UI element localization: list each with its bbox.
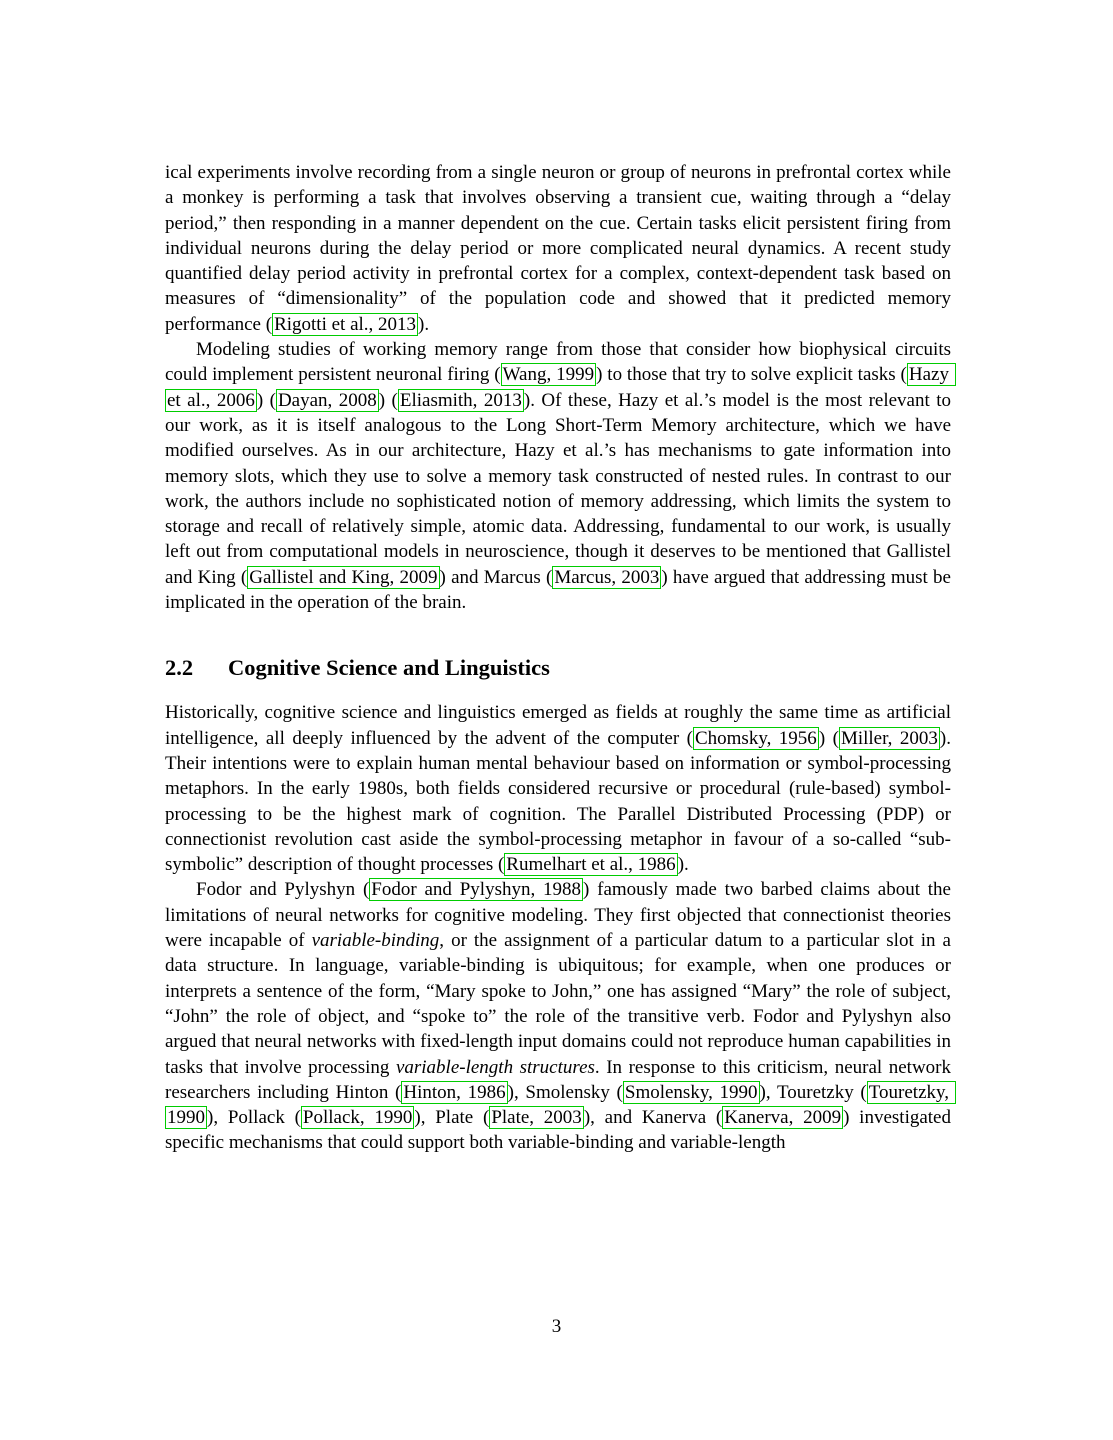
- text-run: ) have argued that addressing must be implicated in the operation of the brain.: [165, 566, 956, 614]
- citation-link[interactable]: Eliasmith, 2013: [399, 389, 522, 411]
- text-run: ical experiments involve recording from a single neuron or group of neurons in prefrontal cortex while a monkey is performing a task that involves observing a transient cue, waiting through a “delay period,” then responding in a manner dependent on the cue. Certain tasks elicit persistent firing from individual neurons during the delay period or more complicated neural dynamics. A recent study quantified delay period activity in prefrontal cortex for a complex, context-dependent task based on measures of “dimensionality” of the population code and showed that it predicted memory performance (: [165, 162, 956, 335]
- paragraph-2: [165, 337, 956, 615]
- text-run: ), Plate (: [414, 1107, 490, 1129]
- text-run: , or the assignment of a particular datum to a particular slot in a data structure. In language, variable-binding is ubiquitous; for example, when one produces or interprets a sentence of the form, “Mary spoke to John,” one has assigned “Mary” the role of subject, “John” the role of object, and “spoke to” the role of the transitive verb. Fodor and Pylyshyn also argued that neural networks with fixed-length input domains could not reproduce human capabilities in tasks that involve processing: [165, 930, 956, 1078]
- section-heading: [165, 654, 951, 681]
- paragraph-1: [165, 160, 956, 337]
- citation-link[interactable]: Touretzky, 1990: [167, 1081, 954, 1129]
- text-run: ), and Kanerva (: [583, 1107, 723, 1129]
- citation-link[interactable]: Marcus, 2003: [554, 566, 660, 588]
- text-run: Fodor and Pylyshyn (: [196, 879, 370, 901]
- paragraph-4: [165, 877, 956, 1155]
- text-run: ) (: [256, 389, 276, 411]
- text-run: Historically, cognitive science and linguistics emerged as fields at roughly the same time as artificial intelligence, all deeply influenced by the advent of the computer (: [165, 702, 956, 749]
- citation-link[interactable]: Pollack, 1990: [302, 1107, 413, 1129]
- citation-link[interactable]: Kanerva, 2009: [724, 1107, 842, 1129]
- citation-link[interactable]: Smolensky, 1990: [624, 1081, 758, 1103]
- page-number: 3: [551, 1316, 562, 1337]
- citation-link[interactable]: Wang, 1999: [502, 364, 595, 386]
- text-run: ) and Marcus (: [439, 566, 553, 588]
- text-run: ), Smolensky (: [507, 1081, 623, 1103]
- text-run: Modeling studies of working memory range from those that consider how biophysical circuits could implement persistent neuronal firing (: [165, 339, 956, 386]
- text-run: ), Touretzky (: [759, 1081, 867, 1103]
- citation-link[interactable]: Gallistel and King, 2009: [249, 566, 438, 588]
- emphasized-text: variable-binding: [311, 930, 440, 952]
- citation-link[interactable]: Rumelhart et al., 1986: [506, 854, 676, 876]
- citation-link[interactable]: Fodor and Pylyshyn, 1988: [371, 879, 582, 901]
- text-run: ) famously made two barbed claims about the limitations of neural networks for cognitive modeling. They first objected that connectionist theories were incapable of: [165, 879, 956, 952]
- text-run: . In response to this criticism, neural network researchers including Hinton (: [165, 1056, 956, 1103]
- text-run: ) (: [818, 727, 839, 749]
- text-run: ).: [418, 313, 430, 335]
- citation-link[interactable]: Rigotti et al., 2013: [274, 313, 417, 335]
- text-run: ) (: [378, 389, 398, 411]
- citation-link[interactable]: Chomsky, 1956: [694, 727, 817, 749]
- text-run: ) investigated specific mechanisms that could support both variable-binding and variable-length: [165, 1107, 956, 1154]
- emphasized-text: variable-length structures: [395, 1056, 595, 1078]
- paragraph-3: [165, 700, 956, 877]
- citation-link[interactable]: Hazy et al., 2006: [167, 364, 954, 411]
- page-content: [165, 160, 956, 1156]
- citation-link[interactable]: Dayan, 2008: [277, 389, 377, 411]
- section-title: Cognitive Science and Linguistics: [228, 655, 550, 681]
- text-run: ). Their intentions were to explain human mental behaviour based on information or symbol-processing metaphors. In the early 1980s, both fields considered recursive or procedural (rule-based) symbol-processing to be the highest mark of cognition. The Parallel Distributed Processing (PDP) or connectionist revolution cast aside the symbol-processing metaphor in favour of a so-called “sub-symbolic” description of thought processes (: [165, 727, 956, 876]
- text-run: ).: [677, 854, 689, 876]
- citation-link[interactable]: Miller, 2003: [840, 727, 938, 749]
- text-run: ) to those that try to solve explicit tasks (: [596, 364, 907, 386]
- text-run: ). Of these, Hazy et al.’s model is the most relevant to our work, as it is itself analogous to the Long Short-Term Memory architecture, which we have modified ourselves. As in our architecture, Hazy et al.’s has mechanisms to gate information into memory slots, which they use to solve a memory task constructed of nested rules. In contrast to our work, the authors include no sophisticated notion of memory addressing, which limits the system to storage and recall of relatively simple, atomic data. Addressing, fundamental to our work, is usually left out from computational models in neuroscience, though it deserves to be mentioned that Gallistel and King (: [165, 389, 956, 588]
- citation-link[interactable]: Hinton, 1986: [403, 1081, 506, 1103]
- section-number: 2.2: [165, 655, 194, 681]
- citation-link[interactable]: Plate, 2003: [491, 1107, 582, 1129]
- text-run: ), Pollack (: [207, 1107, 301, 1129]
